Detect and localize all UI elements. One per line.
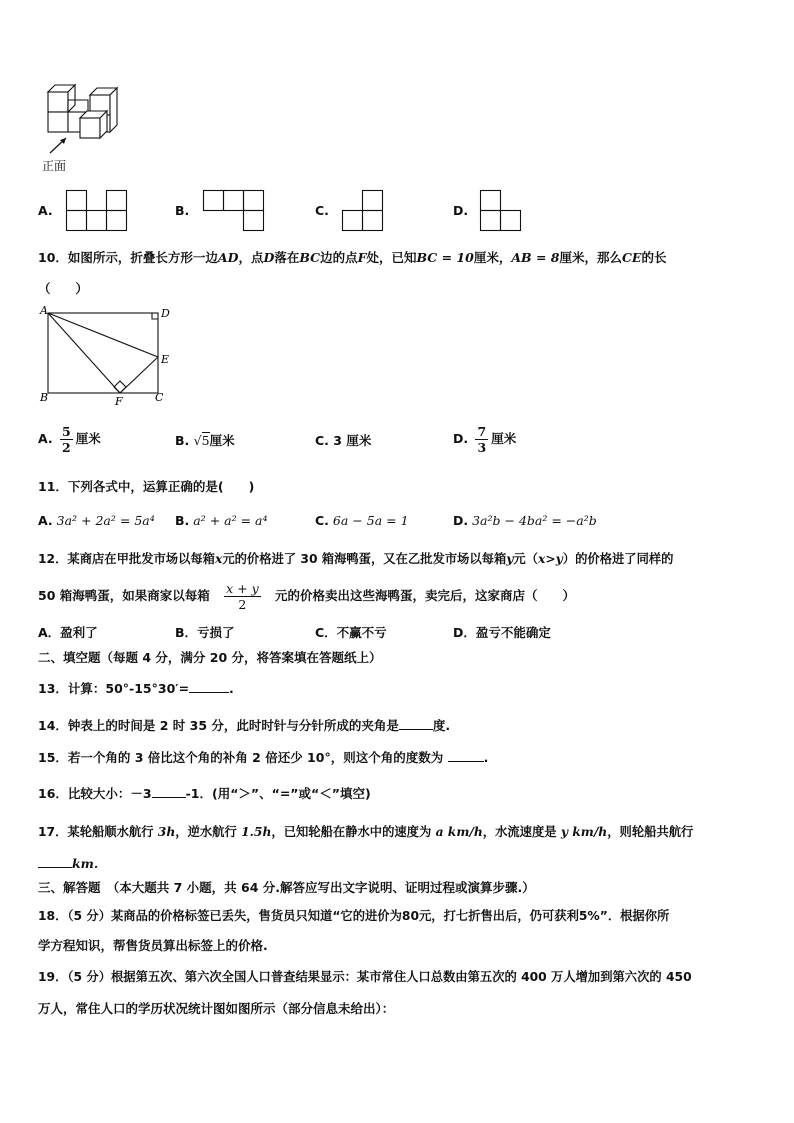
q12-line2: 50 箱海鸭蛋，如果商家以每箱 $\frac{x + y}{2}$ 元的价格卖出这些海鸭蛋，卖完后，这家商店（ ） <box>38 581 576 612</box>
q13-answer-blank[interactable] <box>189 679 229 693</box>
q12-option-c: C．不赢不亏 <box>315 625 387 640</box>
q10-option-b: B. √5厘米 <box>175 433 235 448</box>
q9-option-a-view <box>66 190 128 232</box>
q10-paren: （ ） <box>38 281 89 296</box>
q17-line2: km. <box>38 854 764 874</box>
front-label: 正面 <box>42 159 67 173</box>
q14-answer-blank[interactable] <box>399 716 433 730</box>
q12-line1: 12．某商店在甲批发市场以每箱x元的价格进了 30 箱海鸭蛋，又在乙批发市场以每箱y元（x>y）的价格进了同样的 <box>38 551 674 566</box>
q10-option-a: A. $\frac{5}{2}$ 厘米 <box>38 424 101 455</box>
point-f-label: F <box>115 395 123 408</box>
q11-stem: 11．下列各式中，运算正确的是( ) <box>38 479 255 494</box>
q14: 14．钟表上的时间是 2 时 35 分，此时时针与分针所成的夹角是 度. <box>38 718 451 733</box>
q16-answer-blank[interactable] <box>152 784 186 798</box>
q11-option-c: C. 6a − 5a = 1 <box>315 513 409 528</box>
q13: 13．计算：50°-15°30′= . <box>38 681 234 696</box>
q9-option-b-view <box>203 190 265 232</box>
q19-line2: 万人，常住人口的学历状况统计图如图所示（部分信息未给出）： <box>38 1001 395 1016</box>
q10-stem: 10．如图所示，折叠长方形一边AD，点D落在BC边的点F处，已知BC = 10厘米，AB = 8厘米，那么CE的长 <box>38 250 667 265</box>
point-a-label: A <box>40 304 48 317</box>
folded-rectangle-figure <box>38 304 178 408</box>
q12-option-b: B．亏损了 <box>175 625 235 640</box>
point-d-label: D <box>161 307 170 320</box>
q17-line1: 17．某轮船顺水航行 3h，逆水航行 1.5h，已知轮船在静水中的速度为 a km/h，水流速度是 y km/h，则轮船共航行 <box>38 824 694 839</box>
q15: 15．若一个角的 3 倍比这个角的补角 2 倍还少 10°，则这个角的度数为 . <box>38 750 489 765</box>
point-b-label: B <box>40 391 49 404</box>
q18-line1: 18．（5 分）某商品的价格标签已丢失，售货员只知道“它的进价为80元，打七折售出后，仍可获利5%”．根据你所 <box>38 909 670 923</box>
cube-stack-figure <box>38 80 138 160</box>
q11-option-d: D. 3a²b − 4ba² = −a²b <box>453 513 597 528</box>
q10-option-c: C. 3 厘米 <box>315 433 372 448</box>
q11-option-b: B. a² + a² = a⁴ <box>175 513 268 528</box>
q9-option-d-view <box>480 190 542 232</box>
q11-option-a: A. 3a² + 2a² = 5a⁴ <box>38 513 155 528</box>
q18-line2: 学方程知识，帮售货员算出标签上的价格. <box>38 938 268 953</box>
section-2-heading: 二、填空题（每题 4 分，满分 20 分，将答案填在答题纸上） <box>38 650 382 665</box>
q9-option-d-letter: D. <box>453 203 469 218</box>
q16: 16．比较大小：－3 -1．(用“＞”、“=”或“＜”填空) <box>38 786 371 801</box>
q15-answer-blank[interactable] <box>448 748 484 762</box>
q9-option-c-letter: C. <box>315 203 329 218</box>
q12-option-d: D．盈亏不能确定 <box>453 625 551 640</box>
q19-line1: 19．（5 分）根据第五次、第六次全国人口普查结果显示：某市常住人口总数由第五次的 400 万人增加到第六次的 450 <box>38 970 692 984</box>
q9-option-a-letter: A. <box>38 203 53 218</box>
point-e-label: E <box>161 353 170 366</box>
point-c-label: C <box>155 391 164 404</box>
section-3-heading: 三、解答题 （本大题共 7 小题，共 64 分.解答应写出文字说明、证明过程或演算步骤.） <box>38 880 535 895</box>
q9-option-c-view <box>342 190 404 232</box>
q17-answer-blank[interactable] <box>38 854 72 868</box>
q10-option-d: D. $\frac{7}{3}$ 厘米 <box>453 424 517 455</box>
q9-option-b-letter: B. <box>175 203 190 218</box>
q12-option-a: A．盈利了 <box>38 625 98 640</box>
